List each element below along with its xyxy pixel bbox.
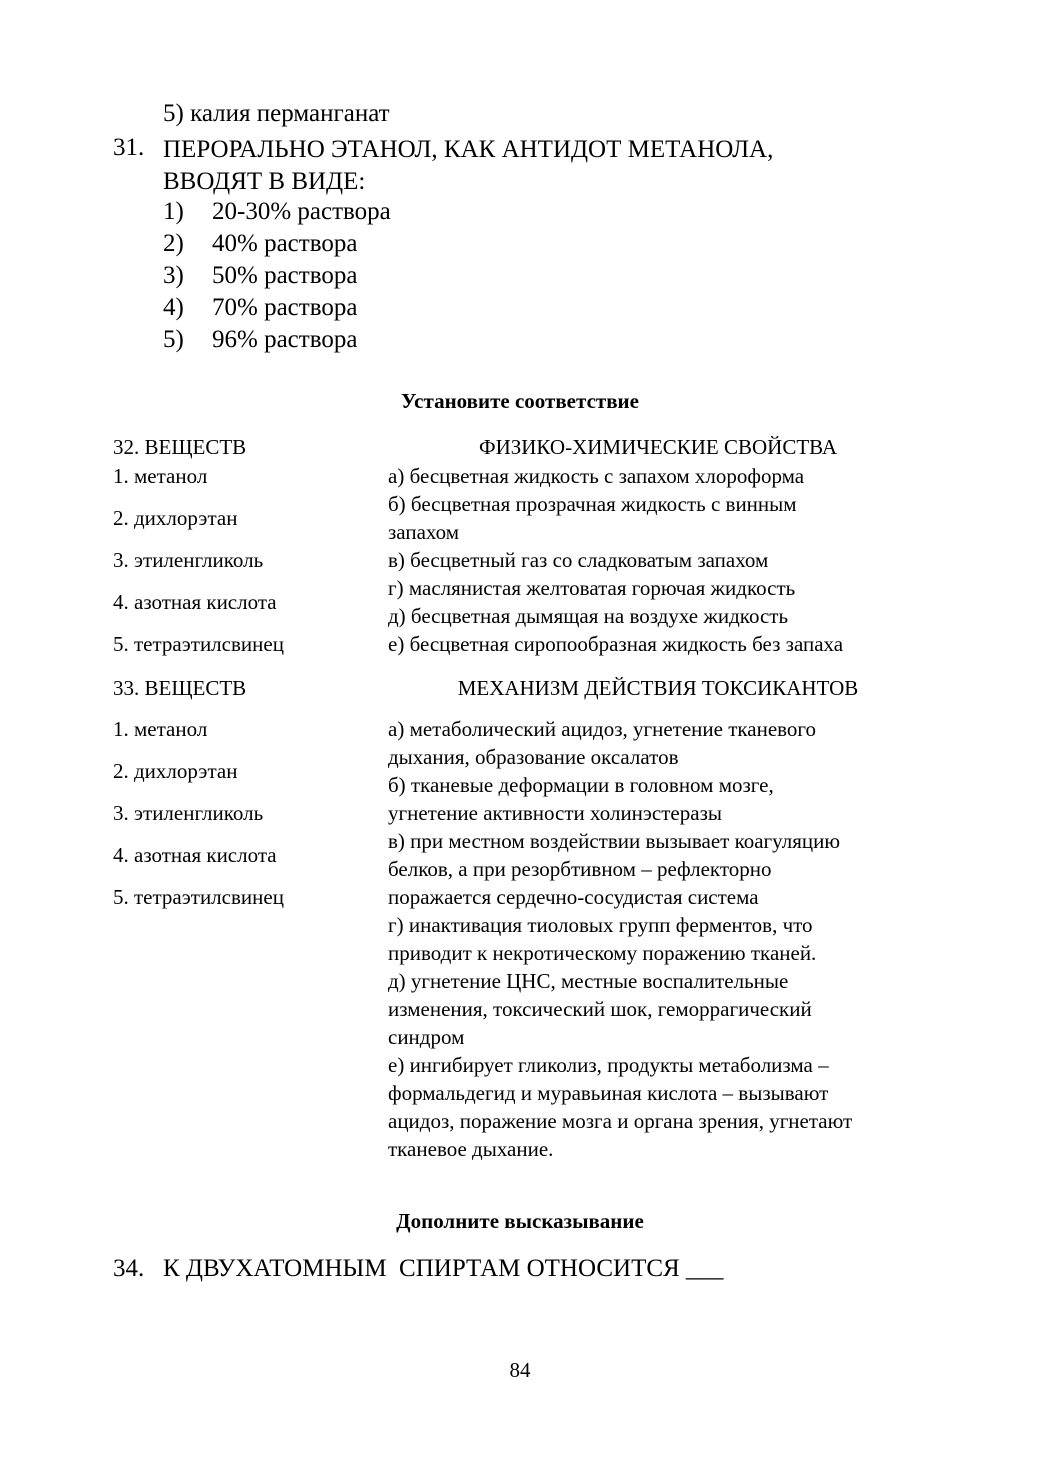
substance-item: 2. дихлорэтан	[113, 759, 238, 783]
mechanism-line: дыхания, образование оксалатов	[388, 745, 679, 769]
mechanism-line: в) при местном воздействии вызывает коагуляцию	[388, 829, 841, 853]
mechanism-line: приводит к некротическому поражению тканей.	[388, 941, 817, 965]
mechanism-line: е) ингибирует гликолиз, продукты метаболизма –	[388, 1053, 829, 1077]
substance-item: 5. тетраэтилсвинец	[113, 885, 284, 909]
right-column-header: МЕХАНИЗМ ДЕЙСТВИЯ ТОКСИКАНТОВ	[457, 676, 859, 700]
option-number: 3)	[163, 262, 184, 289]
mechanism-line: синдром	[388, 1025, 465, 1049]
question-text: К ДВУХАТОМНЫМ СПИРТАМ ОТНОСИТСЯ ___	[163, 1255, 724, 1282]
option-text: 20-30% раствора	[212, 198, 391, 225]
option-number: 1)	[163, 198, 184, 225]
property-item: б) бесцветная прозрачная жидкость с винным	[388, 492, 797, 516]
mechanism-line: а) метаболический ацидоз, угнетение тканевого	[388, 717, 817, 741]
question-number: 34.	[113, 1255, 145, 1282]
option-text: 40% раствора	[212, 230, 358, 257]
q30-option-5: 5) калия перманганат	[163, 100, 390, 127]
property-item: запахом	[388, 520, 459, 544]
question-text-line-2: ВВОДЯТ В ВИДЕ:	[163, 168, 366, 195]
mechanism-line: б) тканевые деформации в головном мозге,	[388, 773, 774, 797]
mechanism-line: изменения, токсический шок, геморрагический	[388, 997, 812, 1021]
mechanism-line: тканевое дыхание.	[388, 1137, 554, 1161]
mechanism-line: белков, а при резорбтивном – рефлекторно	[388, 857, 772, 881]
substance-item: 2. дихлорэтан	[113, 506, 238, 530]
property-item: в) бесцветный газ со сладковатым запахом	[388, 548, 769, 572]
option-text: 50% раствора	[212, 262, 358, 289]
right-column-header: ФИЗИКО-ХИМИЧЕСКИЕ СВОЙСТВА	[478, 435, 837, 459]
substance-item: 1. метанол	[113, 717, 208, 741]
question-number: 31.	[113, 134, 145, 161]
substance-item: 3. этиленгликоль	[113, 801, 264, 825]
property-item: д) бесцветная дымящая на воздухе жидкость	[388, 604, 789, 628]
substance-item: 3. этиленгликоль	[113, 548, 264, 572]
option-number: 4)	[163, 294, 184, 321]
substance-item: 5. тетраэтилсвинец	[113, 632, 284, 656]
section-heading-match: Установите соответствие	[401, 389, 639, 413]
left-column-header: 32. ВЕЩЕСТВ	[113, 435, 247, 459]
option-number: 5)	[163, 326, 184, 353]
property-item: е) бесцветная сиропообразная жидкость без запаха	[388, 632, 844, 656]
substance-item: 4. азотная кислота	[113, 843, 277, 867]
mechanism-line: поражается сердечно-сосудистая система	[388, 885, 759, 909]
question-text-line-1: ПЕРОРАЛЬНО ЭТАНОЛ, КАК АНТИДОТ МЕТАНОЛА,	[163, 136, 774, 163]
left-column-header: 33. ВЕЩЕСТВ	[113, 676, 247, 700]
section-heading-complete: Дополните высказывание	[396, 1209, 644, 1233]
mechanism-line: угнетение активности холинэстеразы	[388, 801, 722, 825]
option-number: 2)	[163, 230, 184, 257]
mechanism-line: г) инактивация тиоловых групп ферментов, что	[388, 913, 813, 937]
mechanism-line: формальдегид и муравьиная кислота – вызывают	[388, 1081, 829, 1105]
substance-item: 1. метанол	[113, 464, 208, 488]
option-text: 96% раствора	[212, 326, 358, 353]
property-item: а) бесцветная жидкость с запахом хлороформа	[388, 464, 805, 488]
page-number: 84	[509, 1358, 531, 1382]
mechanism-line: ацидоз, поражение мозга и органа зрения, угнетают	[388, 1109, 853, 1133]
option-text: 70% раствора	[212, 294, 358, 321]
substance-item: 4. азотная кислота	[113, 590, 277, 614]
property-item: г) маслянистая желтоватая горючая жидкость	[388, 576, 796, 600]
mechanism-line: д) угнетение ЦНС, местные воспалительные	[388, 969, 789, 993]
